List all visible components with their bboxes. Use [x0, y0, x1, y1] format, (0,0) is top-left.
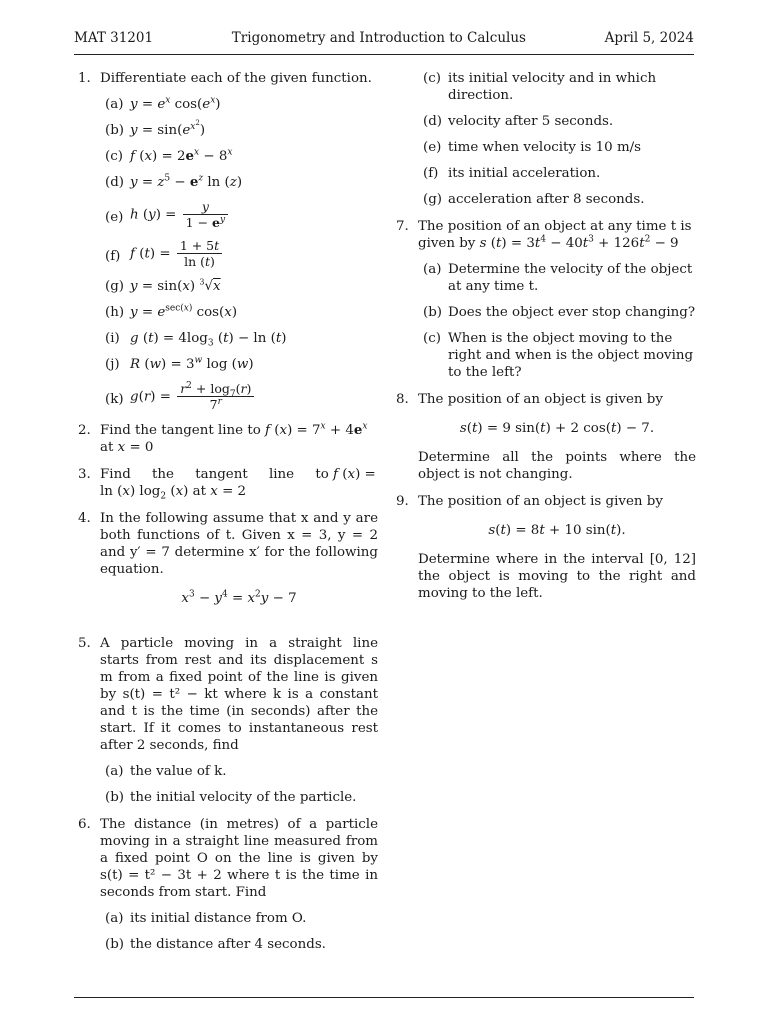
right-column — [396, 70, 696, 612]
part-a — [100, 96, 378, 113]
page-header — [74, 30, 694, 52]
problem-number: 2. — [78, 423, 91, 438]
problem-9 — [396, 493, 696, 602]
part-b — [100, 118, 378, 139]
part-text: the initial velocity of the particle. — [130, 790, 357, 805]
problem-text: The position of an object is given by — [418, 494, 663, 509]
part-label: (b) — [105, 123, 125, 138]
equation: $y = e^x$ $\cos(e^x)$ — [130, 95, 221, 112]
part-text: the value of k. — [130, 764, 227, 779]
problem-number: 3. — [78, 467, 91, 482]
course-title: Trigonometry and Introduction to Calculus — [231, 30, 526, 46]
problem-text: The position of an object is given by — [418, 392, 663, 407]
part-e — [418, 139, 696, 156]
part-label: (f) — [105, 249, 121, 264]
problem-number: 1. — [78, 71, 91, 86]
part-label: (d) — [105, 175, 125, 190]
part-g — [418, 191, 696, 208]
problem-text: The distance (in metres) of a particle moving in a straight line measured from a fixed point O on the line is given by s(t) = t² − 3t + 2 where t is the time in seconds from start. Find — [100, 817, 378, 900]
equation: $y = \sin(e^{x^2})$ — [130, 118, 206, 138]
part-label: (e) — [423, 140, 442, 155]
equation: y = sin(x) $^3$√x — [130, 277, 221, 294]
part-label: (g) — [423, 192, 443, 207]
part-j — [100, 356, 378, 373]
part-c — [100, 148, 378, 165]
part-label: (a) — [105, 764, 124, 779]
equation: g(r) = $\frac{r^2 + \log_7(r)}{7^r}$ — [130, 382, 256, 412]
course-code: MAT 31201 — [74, 30, 154, 46]
part-text: its initial velocity and in which direction. — [448, 71, 657, 103]
problem-8 — [396, 391, 696, 483]
part-text: Does the object ever stop changing? — [448, 305, 696, 320]
problem-4 — [78, 510, 378, 607]
part-label: (a) — [423, 262, 442, 277]
problem-6-continued — [396, 70, 696, 208]
part-text: the distance after 4 seconds. — [130, 937, 326, 952]
equation: $y = e^{sec(x)}$ cos(x) — [130, 303, 238, 320]
part-label: (c) — [423, 71, 441, 86]
part-text: velocity after 5 seconds. — [448, 114, 614, 129]
problem-7 — [396, 218, 696, 381]
part-label: (c) — [423, 331, 441, 346]
display-equation: s(t) = 8t + 10 sin(t). — [488, 523, 626, 538]
part-label: (b) — [105, 790, 125, 805]
problem-text: Differentiate each of the given function. — [100, 71, 372, 86]
problem-text: A particle moving in a straight line starts from rest and its displacement s m from a fixed point of the line is given by s(t) = t² − kt where k is a constant and t is the time (in seconds) after the start. If it comes to instantaneous rest after 2 seconds, find — [100, 636, 378, 753]
part-label: (a) — [105, 911, 124, 926]
part-c — [418, 70, 696, 104]
footer-rule — [74, 997, 694, 998]
display-equation: s(t) = 9 sin(t) + 2 cos(t) − 7. — [459, 421, 655, 436]
exam-date: April 5, 2024 — [604, 30, 694, 46]
part-label: (f) — [423, 166, 439, 181]
problem-text: Find the tangent line to f (x) = ln (x) $\log_2 (x)$ at x = 2 — [100, 467, 376, 502]
problem-text: In the following assume that x and y are both functions of t. Given x = 3, y = 2 and y′ = 7 determine x′ for the following equation. — [100, 511, 378, 577]
problem-followup: Determine all the points where the object is not changing. — [418, 450, 696, 482]
header-rule — [74, 54, 694, 55]
problem-text: The position of an object at any time t is given by s $(t) = 3t^4 - 40t^3 + 126t^2 - 9$ — [418, 219, 692, 251]
part-b — [100, 789, 378, 806]
part-h — [100, 304, 378, 321]
equation: h (y) = $\frac{y}{1 - e^y}$ — [130, 200, 230, 230]
part-text: its initial acceleration. — [448, 166, 601, 181]
part-label: (c) — [105, 149, 123, 164]
equation: g $(t) = 4\log_3$ (t) − ln (t) — [130, 331, 287, 349]
problem-1 — [78, 70, 378, 412]
part-a — [418, 261, 696, 295]
part-label: (e) — [105, 210, 124, 225]
part-label: (g) — [105, 279, 125, 294]
display-equation: $x^3 - y^4 = x^2y - 7$ — [181, 589, 297, 606]
part-d — [100, 174, 378, 191]
part-label: (d) — [423, 114, 443, 129]
part-label: (i) — [105, 331, 120, 346]
part-text: acceleration after 8 seconds. — [448, 192, 645, 207]
part-f — [418, 165, 696, 182]
part-label: (h) — [105, 305, 125, 320]
equation: f (t) = $\frac{1 + 5t}{\ln (t)}$ — [130, 239, 224, 269]
part-g — [100, 278, 378, 295]
part-label: (b) — [105, 937, 125, 952]
problem-number: 7. — [396, 219, 409, 234]
problem-number: 9. — [396, 494, 409, 509]
problem-2 — [78, 422, 378, 456]
equation: f $(x) = 2e^x - 8^x$ — [130, 147, 233, 164]
left-column — [78, 70, 378, 963]
part-a — [100, 910, 378, 927]
part-c — [418, 330, 696, 381]
part-text: time when velocity is 10 m/s — [448, 140, 642, 155]
part-text: Determine the velocity of the object at any time t. — [448, 262, 693, 294]
part-b — [418, 304, 696, 321]
equation: R $(w) = 3^w$ log (w) — [130, 355, 254, 372]
part-e — [100, 200, 378, 230]
part-k — [100, 382, 378, 412]
problem-followup: Determine where in the interval [0, 12] the object is moving to the right and moving to the left. — [418, 552, 696, 601]
part-text: When is the object moving to the right and when is the object moving to the left? — [448, 331, 694, 380]
problem-number: 5. — [78, 636, 91, 651]
part-a — [100, 763, 378, 780]
problem-number: 8. — [396, 392, 409, 407]
part-f — [100, 239, 378, 269]
problem-6 — [78, 816, 378, 953]
problem-3 — [78, 466, 378, 500]
equation: $y = z^5 - e^z$ ln (z) — [130, 173, 243, 190]
part-d — [418, 113, 696, 130]
problem-number: 6. — [78, 817, 91, 832]
part-text: its initial distance from O. — [130, 911, 307, 926]
part-label: (k) — [105, 392, 124, 407]
problem-5 — [78, 635, 378, 806]
problem-text: Find the tangent line to f $(x) = 7^x + 4e^x$ at x = 0 — [100, 421, 368, 455]
part-label: (j) — [105, 357, 120, 372]
part-label: (b) — [423, 305, 443, 320]
problem-number: 4. — [78, 511, 91, 526]
part-b — [100, 936, 378, 953]
part-i — [100, 330, 378, 347]
part-label: (a) — [105, 97, 124, 112]
